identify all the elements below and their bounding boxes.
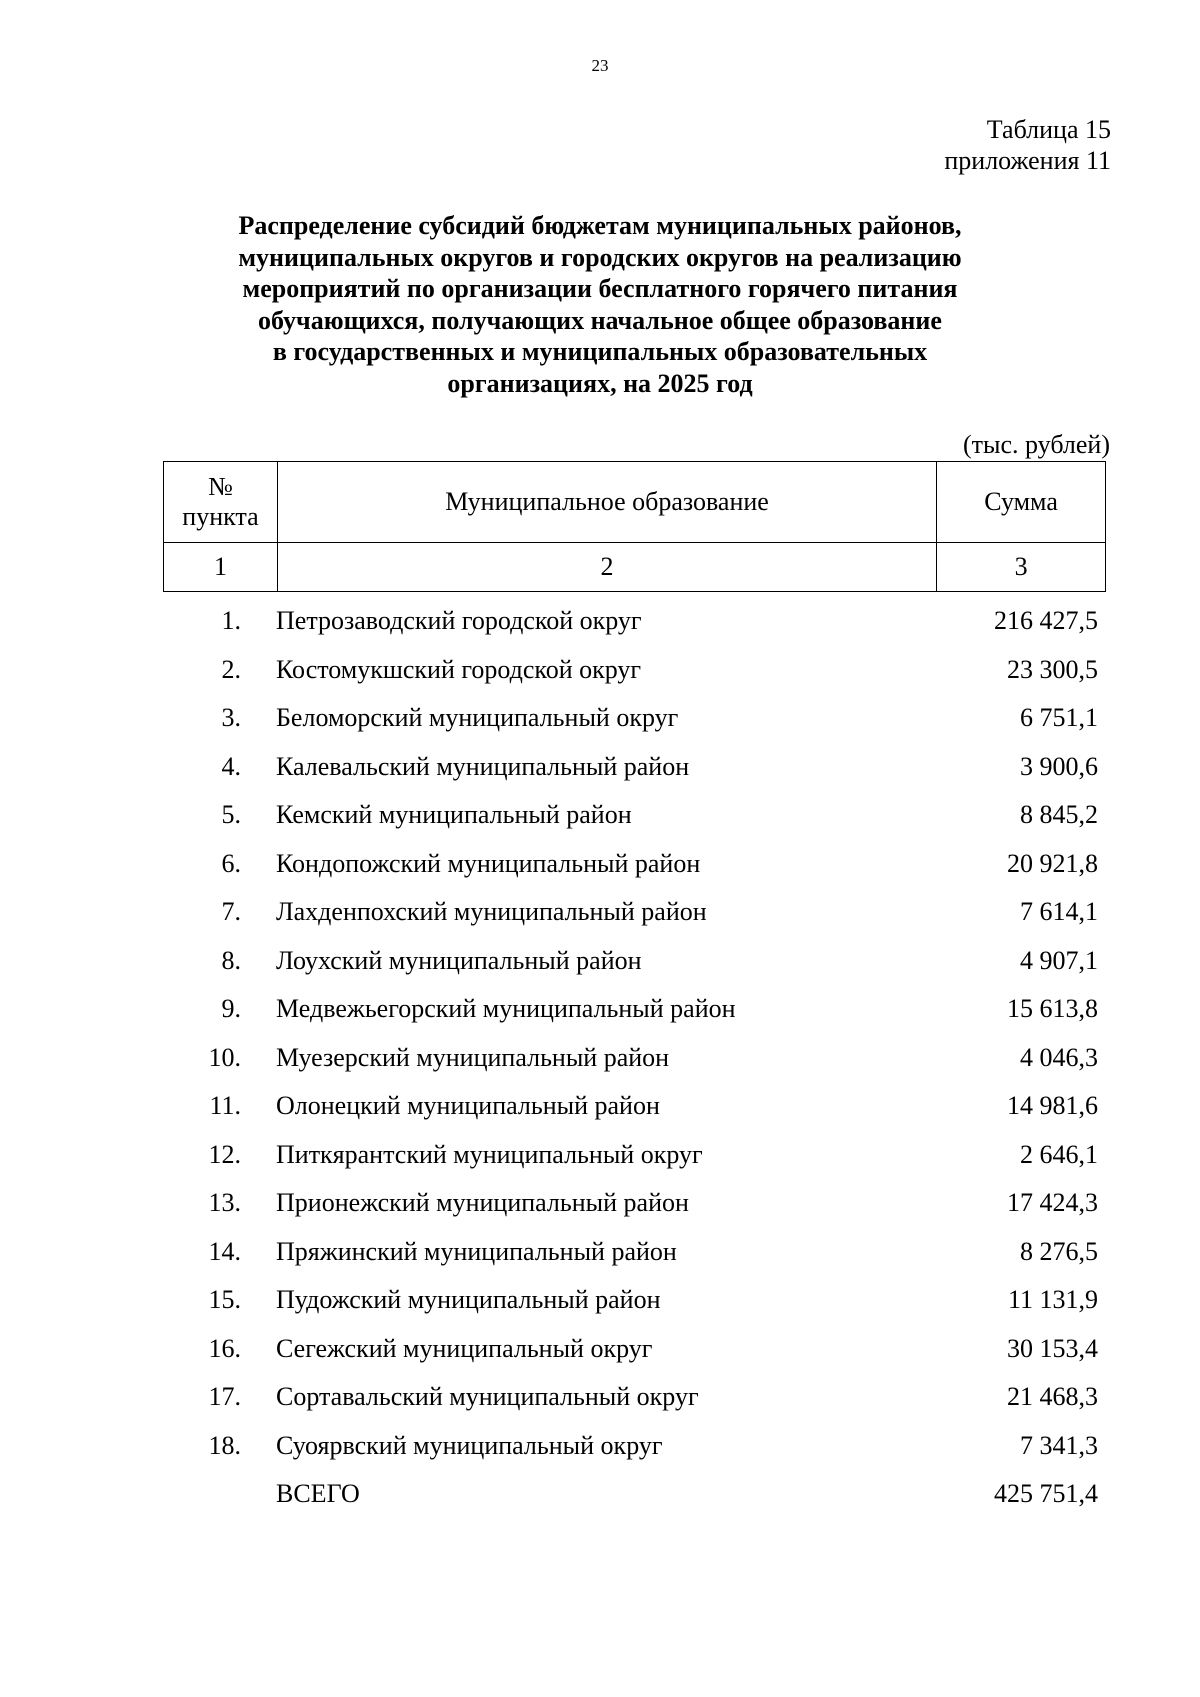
- row-name: Сегежский муниципальный округ: [276, 1333, 653, 1363]
- row-sum: 7 341,3: [1020, 1430, 1098, 1460]
- row-sum: 11 131,9: [1007, 1285, 1098, 1315]
- row-sum: 3 900,6: [1020, 751, 1098, 781]
- row-sum: 8 276,5: [1020, 1236, 1098, 1266]
- row-number: 12.: [208, 1139, 241, 1169]
- table-row: [163, 743, 1106, 792]
- table-body: [163, 597, 1106, 1519]
- row-number: 10.: [208, 1042, 241, 1072]
- row-name: Питкярантский муниципальный округ: [276, 1139, 703, 1169]
- row-sum: 7 614,1: [1020, 897, 1098, 927]
- total-label: ВСЕГО: [276, 1479, 360, 1509]
- table-row: [163, 1131, 1106, 1180]
- title-line: обучающихся, получающих начальное общее образование: [258, 305, 942, 335]
- row-sum: 6 751,1: [1020, 703, 1098, 733]
- table-row: [163, 791, 1106, 840]
- table-row: [163, 597, 1106, 646]
- row-number: 1.: [221, 606, 241, 636]
- row-sum: 17 424,3: [1007, 1188, 1098, 1218]
- table-row: [163, 840, 1106, 889]
- column-number-1: 1: [164, 543, 278, 592]
- row-sum: 216 427,5: [994, 606, 1098, 636]
- table-row: [163, 937, 1106, 986]
- units-note: (тыс. рублей): [962, 430, 1110, 459]
- table-header: [163, 461, 1106, 592]
- header-sum-cell: Сумма: [937, 462, 1106, 543]
- table-reference-line1: Таблица 15: [986, 115, 1111, 144]
- table-row: [163, 646, 1106, 695]
- page-number: 23: [591, 56, 609, 75]
- row-name: Медвежьегорский муниципальный район: [276, 994, 736, 1024]
- row-name: Муезерский муниципальный район: [276, 1042, 670, 1072]
- row-number: 6.: [221, 848, 241, 878]
- header-number-symbol: №: [208, 472, 233, 501]
- row-name: Кондопожский муниципальный район: [276, 848, 701, 878]
- table-row: [163, 985, 1106, 1034]
- row-sum: 14 981,6: [1007, 1091, 1098, 1121]
- row-sum: 4 907,1: [1020, 945, 1098, 975]
- table-row: [163, 1422, 1106, 1471]
- table-row: [163, 1373, 1106, 1422]
- row-number: 3.: [221, 703, 241, 733]
- table-row: [163, 694, 1106, 743]
- document-title: [100, 210, 1100, 399]
- table-row: [163, 1082, 1106, 1131]
- row-name: Пряжинский муниципальный район: [276, 1236, 677, 1266]
- row-name: Кемский муниципальный район: [276, 800, 632, 830]
- row-number: 16.: [208, 1333, 241, 1363]
- row-name: Олонецкий муниципальный район: [276, 1091, 660, 1121]
- row-name: Сортавальский муниципальный округ: [276, 1382, 699, 1412]
- row-sum: 15 613,8: [1007, 994, 1098, 1024]
- row-sum: 20 921,8: [1007, 848, 1098, 878]
- header-number-cell: [164, 462, 278, 543]
- row-number: 15.: [208, 1285, 241, 1315]
- row-name: Беломорский муниципальный округ: [276, 703, 679, 733]
- row-name: Пудожский муниципальный район: [276, 1285, 661, 1315]
- row-name: Лоухский муниципальный район: [276, 945, 642, 975]
- row-name: Костомукшский городской округ: [276, 654, 642, 684]
- table-row: [163, 888, 1106, 937]
- row-number: 4.: [221, 751, 241, 781]
- row-sum: 2 646,1: [1020, 1139, 1098, 1169]
- row-sum: 8 845,2: [1020, 800, 1098, 830]
- column-number-2: 2: [277, 543, 936, 592]
- row-sum: 23 300,5: [1007, 654, 1098, 684]
- table-row: [163, 1034, 1106, 1083]
- row-number: 2.: [221, 654, 241, 684]
- row-name: Суоярвский муниципальный округ: [276, 1430, 663, 1460]
- title-line: в государственных и муниципальных образовательных: [272, 337, 928, 366]
- row-number: 7.: [221, 897, 241, 927]
- row-sum: 21 468,3: [1007, 1382, 1098, 1412]
- title-line: муниципальных округов и городских округов на реализацию: [238, 242, 962, 272]
- row-number: 14.: [208, 1236, 241, 1266]
- title-line: мероприятий по организации бесплатного горячего питания: [242, 274, 958, 303]
- table-row: [163, 1179, 1106, 1228]
- row-number: 11.: [209, 1091, 241, 1121]
- table-reference: [944, 114, 1111, 176]
- row-number: 5.: [221, 800, 241, 830]
- total-sum: 425 751,4: [994, 1479, 1098, 1509]
- row-number: 8.: [221, 945, 241, 975]
- header-name-cell: Муниципальное образование: [277, 462, 936, 543]
- title-line: организациях, на 2025 год: [447, 368, 753, 398]
- row-number: 18.: [208, 1430, 241, 1460]
- table-reference-line2: приложения 11: [944, 146, 1111, 175]
- row-sum: 4 046,3: [1020, 1042, 1098, 1072]
- row-sum: 30 153,4: [1007, 1333, 1098, 1363]
- table-row: [163, 1276, 1106, 1325]
- column-number-3: 3: [937, 543, 1106, 592]
- total-row: [163, 1470, 1106, 1519]
- table-row: [163, 1325, 1106, 1374]
- title-line: Распределение субсидий бюджетам муниципальных районов,: [238, 211, 962, 240]
- row-number: 9.: [221, 994, 241, 1024]
- row-name: Лахденпохский муниципальный район: [276, 897, 707, 927]
- row-number: 17.: [208, 1382, 241, 1412]
- table-row: [163, 1228, 1106, 1277]
- header-number-label: пункта: [182, 502, 259, 531]
- row-name: Петрозаводский городской округ: [276, 606, 642, 636]
- row-number: 13.: [208, 1188, 241, 1218]
- row-name: Калевальский муниципальный район: [276, 751, 690, 781]
- row-name: Прионежский муниципальный район: [276, 1188, 689, 1218]
